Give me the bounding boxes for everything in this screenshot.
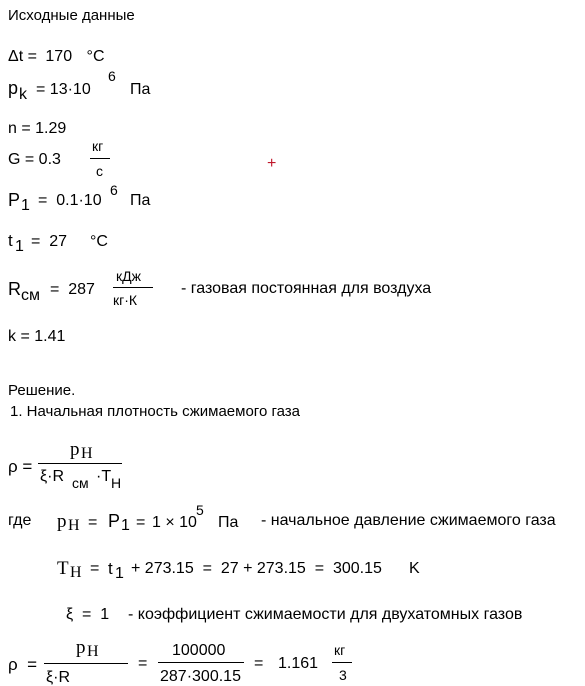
pk-eq: = 13·10 [36,81,91,98]
g-den: с [96,163,103,179]
n-line: n = 1.29 [8,120,67,137]
g-fraction-bar [90,158,110,159]
pn-P-sub: 1 [121,517,130,534]
pn-symbol: p [57,511,67,532]
rho2-den: ξ·R [46,669,71,686]
xi-note: - коэффициент сжимаемости для двухатомных газов [128,606,523,623]
pk-symbol: p [8,78,19,98]
rsm-den: кг·К [113,292,138,308]
rho1-den-tail: ·T [96,468,112,485]
tn-unit: K [409,560,420,577]
rho1-num-sym: p [70,439,80,460]
step1-text: 1. Начальная плотность сжимаемого газа [10,403,300,420]
rho2-unit-den: 3 [339,667,347,683]
rho2-num-sym: p [76,637,86,658]
rsm-rest: = 287 [50,281,95,298]
dt-line [8,49,105,65]
rho1-den-tail-sub: Н [111,475,122,491]
t1-symbol: t [8,231,13,250]
pn-val: 1 × 10 [152,514,197,531]
rsm-symbol: R [8,279,21,299]
dt-symbol: Δt [8,48,24,65]
p1-rest: = 0.1·10 [38,192,102,209]
rho2-unit-bar [332,662,352,663]
rho2-val: 1.161 [278,655,319,672]
rho1-den: ξ·R [40,468,65,485]
rsm-num: кДж [116,268,141,284]
pk-sub: k [19,86,27,103]
rho1-lhs: ρ = [8,457,33,476]
rho1-den-sub: см [72,475,89,491]
pk-exp: 6 [108,68,116,84]
rho2-fraction-bar-2 [158,662,244,663]
rho2-eq3: = [254,655,264,672]
tn-eq: = [90,560,100,577]
eq-sign: = [27,48,37,65]
rho2-num2: 100000 [172,642,226,659]
rho2-num-sub: Н [87,643,99,660]
tn-t-sub: 1 [115,565,124,582]
p1-unit: Па [130,192,151,209]
pn-eq1: = [88,514,98,531]
rho2-eq2: = [138,655,148,672]
pn-sub: Н [68,517,80,534]
k-line: k = 1.41 [8,328,66,345]
rho2-unit-num: кг [334,642,346,658]
p1-sub: 1 [21,197,30,214]
rho2-lhs: ρ = [8,655,38,674]
dt-value: 170 [45,48,73,65]
rsm-note: - газовая постоянная для воздуха [181,280,432,297]
pn-P: P [108,511,121,531]
cursor-marker: + [267,155,277,172]
rsm-fraction-bar [113,287,153,288]
t1-sub: 1 [15,238,24,255]
rho1-fraction-bar [38,463,122,464]
pn-exp: 5 [196,502,204,518]
heading: Исходные данные [8,7,135,24]
tn-t: t [108,559,113,578]
xi-line: ξ = 1 [66,606,110,623]
pk-unit: Па [130,81,151,98]
rho2-den2: 287·300.15 [160,668,241,685]
where-label: где [8,512,32,529]
rsm-sub: см [21,287,40,304]
tn-symbol: T [57,558,69,579]
g-num: кг [92,138,104,154]
rho1-num-sub: Н [81,445,93,462]
t1-rest: = 27 [31,233,68,250]
rho2-fraction-bar [44,663,128,664]
dt-unit: °C [86,48,105,65]
t1-unit: °C [90,233,108,250]
pk-line [8,79,18,98]
p1-symbol: P [8,190,21,210]
solution-heading: Решение. [8,382,76,399]
pn-eq2: = [136,514,146,531]
tn-rest: + 273.15 = 27 + 273.15 = 300.15 [131,560,382,577]
pn-unit: Па [218,514,239,531]
g-lhs: G = 0.3 [8,151,61,168]
tn-sub: Н [70,564,82,581]
pn-note: - начальное давление сжимаемого газа [261,512,556,529]
p1-exp: 6 [110,182,118,198]
